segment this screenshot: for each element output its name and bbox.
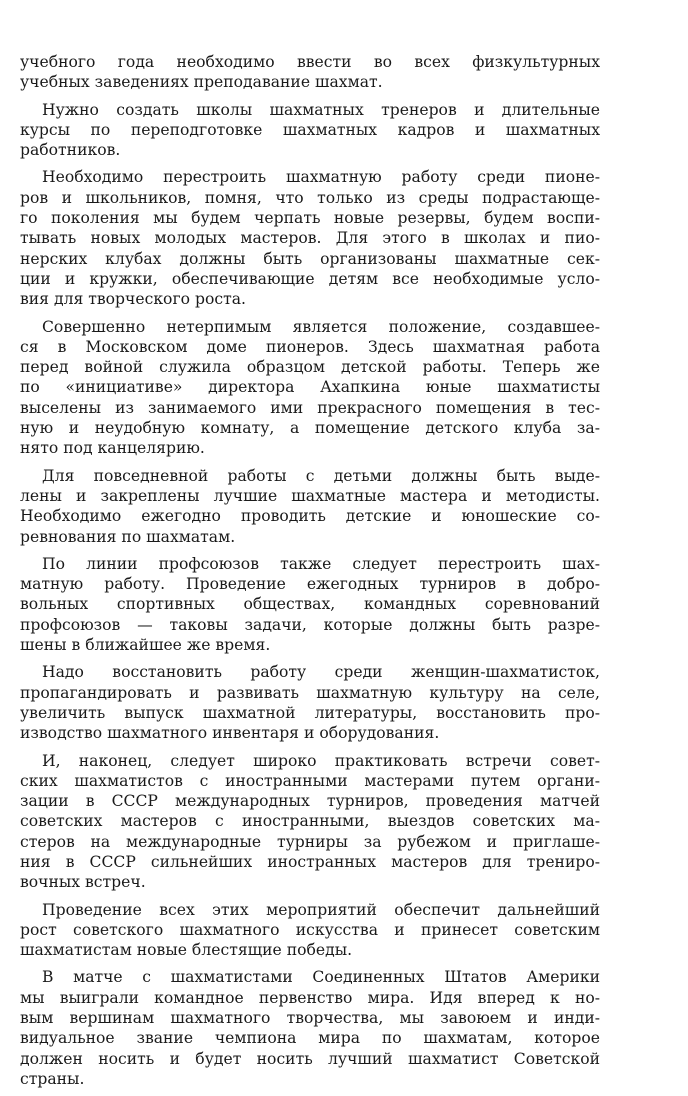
paragraph — [20, 967, 600, 1089]
text-line: по «инициативе» директора Ахапкина юные шахматисты — [20, 378, 600, 397]
text-line: лены и закреплены лучшие шахматные мастера и методисты. — [20, 486, 600, 505]
text-line: Надо восстановить работу среди женщин-шахматисток, — [42, 663, 600, 682]
text-line: должен носить и будет носить лучший шахматист Советской — [20, 1049, 600, 1068]
text-line: шахматистам новые блестящие победы. — [20, 941, 353, 960]
document-page — [20, 52, 600, 1096]
text-line: нерских клубах должны быть организованы шахматные сек- — [20, 249, 600, 268]
text-line: Нужно создать школы шахматных тренеров и длительные — [42, 100, 600, 119]
text-line: нято под канцелярию. — [20, 439, 205, 458]
text-line: Проведение всех этих мероприятий обеспечит дальнейший — [42, 900, 600, 919]
text-line: стеров на международные турниры за рубежом и приглаше- — [20, 832, 600, 851]
text-line: По линии профсоюзов также следует перестроить шах- — [42, 554, 600, 573]
text-line: ния в СССР сильнейших иностранных мастеров для трениро- — [20, 852, 600, 871]
text-line: ную и неудобную комнату, а помещение детского клуба за- — [20, 419, 600, 438]
text-line: И, наконец, следует широко практиковать встречи совет- — [42, 751, 600, 770]
text-line: работников. — [20, 141, 121, 160]
text-line: Для повседневной работы с детьми должны быть выде- — [42, 466, 600, 485]
text-line: тывать новых молодых мастеров. Для этого в школах и пио- — [20, 229, 600, 248]
text-line: ревнования по шахматам. — [20, 527, 236, 546]
text-line: видуальное звание чемпиона мира по шахматам, которое — [20, 1029, 600, 1048]
text-line: В матче с шахматистами Соединенных Штатов Америки — [42, 968, 600, 987]
text-line: мы выиграли командное первенство мира. Идя вперед к но- — [20, 988, 600, 1007]
text-line: страны. — [20, 1069, 85, 1088]
paragraph — [20, 900, 600, 961]
paragraph — [20, 554, 600, 655]
text-line: вым вершинам шахматного творчества, мы завоюем и инди- — [20, 1009, 600, 1028]
text-line: учебного года необходимо ввести во всех физкультурных — [20, 53, 600, 71]
text-line: советских мастеров с иностранными, выездов советских ма- — [20, 812, 600, 831]
paragraph — [20, 167, 600, 309]
text-line: перед войной служила образцом детской работы. Теперь же — [20, 358, 600, 377]
text-line: Необходимо перестроить шахматную работу среди пионе- — [42, 168, 600, 187]
paragraph — [20, 751, 600, 893]
paragraph — [20, 662, 600, 743]
text-line: матную работу. Проведение ежегодных турниров в добро- — [20, 575, 600, 594]
text-line: ся в Московском доме пионеров. Здесь шахматная работа — [20, 337, 600, 356]
text-line: го поколения мы будем черпать новые резервы, будем воспи- — [20, 209, 600, 228]
text-line: Необходимо ежегодно проводить детские и юношеские со- — [20, 507, 600, 526]
text-line: выселены из занимаемого ими прекрасного помещения в тес- — [20, 398, 600, 417]
text-line: вольных спортивных обществах, командных соревнований — [20, 595, 600, 614]
text-line: изводство шахматного инвентаря и оборудования. — [20, 724, 440, 743]
text-line: курсы по переподготовке шахматных кадров и шахматных — [20, 120, 600, 139]
text-line: профсоюзов — таковы задачи, которые должны быть разре- — [20, 615, 600, 634]
text-line: ров и школьников, помня, что только из среды подрастающе- — [20, 188, 600, 207]
text-line: ских шахматистов с иностранными мастерами путем органи- — [20, 771, 600, 790]
text-line: увеличить выпуск шахматной литературы, восстановить про- — [20, 703, 600, 722]
text-line: шены в ближайшее же время. — [20, 636, 271, 655]
text-line: рост советского шахматного искусства и принесет советским — [20, 920, 600, 939]
paragraph — [20, 317, 600, 459]
text-line: ции и кружки, обеспечивающие детям все необходимые усло- — [20, 269, 600, 288]
paragraph — [20, 466, 600, 547]
text-line: вия для творческого роста. — [20, 290, 246, 309]
paragraph — [20, 100, 600, 161]
paragraph — [20, 52, 600, 93]
text-line: Совершенно нетерпимым является положение, создавшее- — [42, 317, 600, 336]
text-line: пропагандировать и развивать шахматную культуру на селе, — [20, 683, 600, 702]
text-line: зации в СССР международных турниров, проведения матчей — [20, 792, 600, 811]
text-line: вочных встреч. — [20, 873, 146, 892]
text-line: учебных заведениях преподавание шахмат. — [20, 73, 383, 92]
